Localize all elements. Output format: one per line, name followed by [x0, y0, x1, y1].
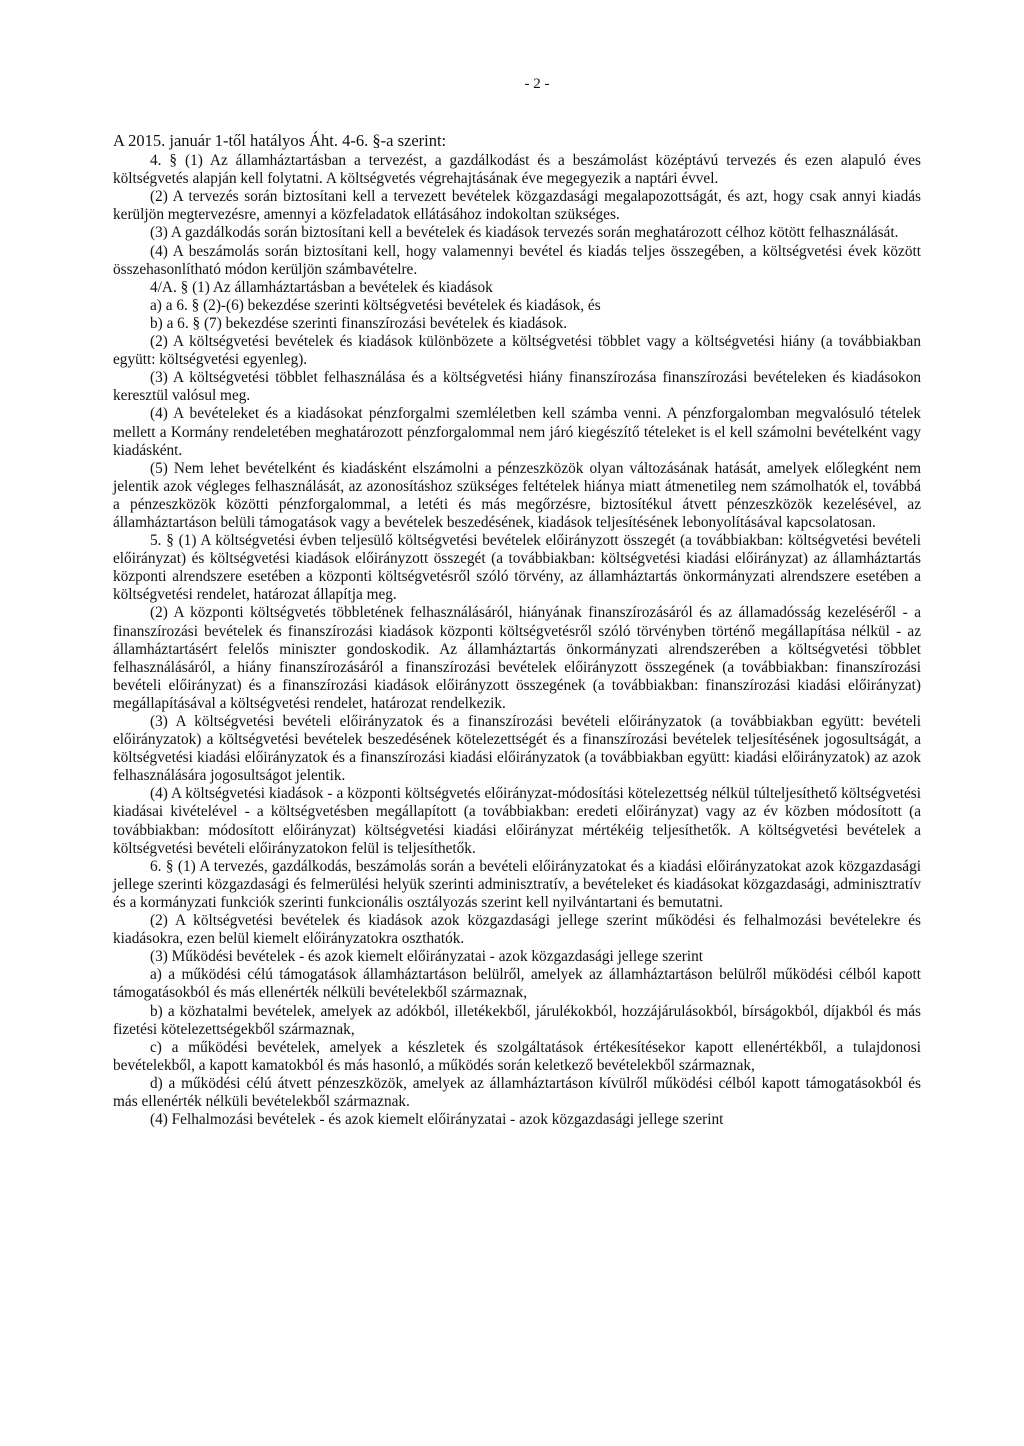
paragraph: b) a közhatalmi bevételek, amelyek az adókból, illetékekből, járulékokból, hozzájárulásokból, bírságokból, díjakból és más fizetési kötelezettségekből származnak, — [113, 1002, 921, 1038]
paragraph: (4) Felhalmozási bevételek - és azok kiemelt előirányzatai - azok közgazdasági jellege szerint — [150, 1111, 724, 1129]
paragraph-list — [113, 152, 921, 1129]
paragraph: d) a működési célú átvett pénzeszközök, amelyek az államháztartáson kívülről működési célból kapott támogatásokból és más ellenérték nélküli bevételekből származnak. — [113, 1074, 921, 1110]
paragraph: 4/A. § (1) Az államháztartásban a bevételek és kiadások — [150, 278, 493, 296]
paragraph: (3) A költségvetési többlet felhasználása és a költségvetési hiány finanszírozása finanszírozási bevételeken és kiadásokon keresztül valósul meg. — [113, 369, 921, 405]
paragraph: (2) A tervezés során biztosítani kell a tervezett bevételek közgazdasági megalapozottságát, és azt, hogy csak annyi kiadás kerüljön megtervezésre, amennyi a közfeladatok ellátásához indokoltan szükséges. — [113, 188, 921, 224]
section-heading: A 2015. január 1-től hatályos Áht. 4-6. §-a szerint: — [113, 131, 447, 150]
paragraph: (2) A központi költségvetés többletének felhasználásáról, hiányának finanszírozásáról és az államadósság kezeléséről - a finanszírozási bevételek és finanszírozási kiadások központi költségvetésről szóló törvényben történő megállapítása nélkül - az államháztartásért felelős miniszter gondoskodik. Az államháztartás önkormányzati alrendszerében a költségvetési többlet felhasználásáról, a hiány finanszírozásáról a finanszírozási bevételek előirányzott összegének (a továbbiakban: finanszírozási bevételi előirányzat) és a finanszírozási kiadások előirányzott összegének (a továbbiakban: finanszírozási kiadási előirányzat) megállapításával a költségvetési rendelet, határozat rendelkezik. — [113, 604, 921, 712]
paragraph: (3) Működési bevételek - és azok kiemelt előirányzatai - azok közgazdasági jellege szerint — [150, 948, 703, 966]
paragraph: (4) A beszámolás során biztosítani kell, hogy valamennyi bevétel és kiadás teljes összegében, a költségvetési évek között összehasonlítható módon kerüljön számbavételre. — [113, 242, 921, 278]
paragraph: (2) A költségvetési bevételek és kiadások különbözete a költségvetési többlet vagy a költségvetési hiány (a továbbiakban együtt: költségvetési egyenleg). — [113, 333, 921, 369]
paragraph: a) a 6. § (2)-(6) bekezdése szerinti költségvetési bevételek és kiadások, és — [150, 296, 601, 314]
paragraph: (5) Nem lehet bevételként és kiadásként elszámolni a pénzeszközök olyan változásának hatását, amelyek előlegként nem jelentik azok végleges felhasználását, az azonosításhoz szükséges feltételek hiánya miatt átmenetileg nem számolhatók el, továbbá a pénzeszközök közötti pénzforgalommal, a letéti és más megőrzésre, biztosítékul átvett pénzeszközök kezelésével, az államháztartáson belüli támogatások vagy a bevételek beszedésének, kiadások teljesítésének lebonyolításával kapcsolatosan. — [113, 459, 921, 531]
paragraph: 6. § (1) A tervezés, gazdálkodás, beszámolás során a bevételi előirányzatokat és a kiadási előirányzatokat azok közgazdasági jellege szerinti közgazdasági és felmerülési helyük szerinti adminisztratív, a bevételeket és kiadásokat közgazdasági, adminisztratív és a kormányzati funkciók szerinti funkcionális osztályozás szerint kell nyilvántartani és bemutatni. — [113, 857, 921, 911]
paragraph: 4. § (1) Az államháztartásban a tervezést, a gazdálkodást és a beszámolást középtávú tervezés és ezen alapuló éves költségvetés alapján kell folytatni. A költségvetés végrehajtásának éve megegyezik a naptári évvel. — [113, 152, 921, 188]
paragraph: (3) A költségvetési bevételi előirányzatok és a finanszírozási bevételi előirányzatok (a továbbiakban együtt: bevételi előirányzatok) a költségvetési bevételek beszedésének kötelezettségét és a finanszírozási bevételek teljesítésének jogosultságát, a költségvetési kiadási előirányzatok és a finanszírozási kiadási előirányzatok (a továbbiakban együtt: kiadási előirányzatok) az azok felhasználására jogosultságot jelentik. — [113, 713, 921, 785]
document-body — [113, 132, 921, 1129]
paragraph: a) a működési célú támogatások államháztartáson belülről, amelyek az államháztartáson belülről működési célból kapott támogatásokból és más ellenérték nélküli bevételekből származnak, — [113, 966, 921, 1002]
page-number: - 2 - — [524, 76, 550, 92]
paragraph: (4) A költségvetési kiadások - a központi költségvetés előirányzat-módosítási kötelezettség nélkül túlteljesíthető költségvetési kiadásai kivételével - a költségvetésben megállapított (a továbbiakban: eredeti előirányzat) vagy az év közben módosított (a továbbiakban: módosított előirányzat) költségvetési kiadási előirányzat mértékéig teljesíthetők. A költségvetési bevételek a költségvetési bevételi előirányzatokon felül is teljesíthetők. — [113, 785, 921, 857]
paragraph: 5. § (1) A költségvetési évben teljesülő költségvetési bevételek előirányzott összegét (a továbbiakban: költségvetési bevételi előirányzat) és költségvetési kiadások előirányzott összegét (a továbbiakban: költségvetési kiadási előirányzat) az államháztartás központi alrendszere esetében a központi költségvetésről szóló törvény, az államháztartás önkormányzati alrendszere esetében a költségvetési rendelet, határozat állapítja meg. — [113, 532, 921, 604]
paragraph: b) a 6. § (7) bekezdése szerinti finanszírozási bevételek és kiadások. — [150, 314, 568, 332]
paragraph: (4) A bevételeket és a kiadásokat pénzforgalmi szemléletben kell számba venni. A pénzforgalomban megvalósuló tételek mellett a Kormány rendeletében meghatározott pénzforgalommal nem járó kiegészítő tételeket is el kell számolni bevételként vagy kiadásként. — [113, 405, 921, 459]
paragraph: (3) A gazdálkodás során biztosítani kell a bevételek és kiadások tervezés során meghatározott célhoz kötött felhasználását. — [150, 224, 899, 242]
paragraph: (2) A költségvetési bevételek és kiadások azok közgazdasági jellege szerint működési és felhalmozási bevételekre és kiadásokra, ezen belül kiemelt előirányzatokra oszthatók. — [113, 912, 921, 948]
paragraph: c) a működési bevételek, amelyek a készletek és szolgáltatások értékesítésekor kapott ellenértékből, a tulajdonosi bevételekből, a kapott kamatokból és más hasonló, a működés során keletkező bevételekből származnak, — [113, 1038, 921, 1074]
